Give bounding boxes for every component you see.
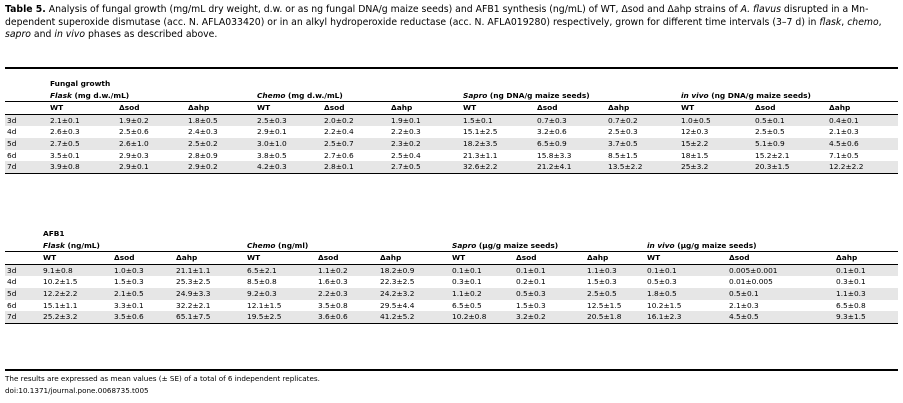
group-name: Flask	[50, 90, 72, 100]
table-cell: 6.5±0.5	[452, 300, 482, 310]
afb1-column-header: WT	[43, 252, 114, 265]
table-cell: 2.5±0.3	[257, 114, 324, 126]
caption-text-2: disrupted in a Mn-dependent superoxide dismutase (acc. N. AFLA033420) or in an alkyl hydroperoxide reductase (acc. N. AFLA019280) respectively, grown for different time intervals (3–7 d) in	[5, 4, 869, 28]
table-cell: 2.1±0.5	[114, 288, 176, 300]
table-cell: 0.3±0.1	[452, 277, 482, 287]
table-cell: 2.2±0.3	[391, 127, 421, 137]
table-cell: 1.8±0.5	[647, 288, 729, 300]
table-row	[5, 300, 898, 312]
table-cell: 0.5±0.3	[516, 288, 587, 300]
table-cell: 25.3±2.5	[176, 277, 211, 287]
table-cell: 3.0±1.0	[257, 138, 324, 150]
afb1-group-row	[5, 240, 898, 252]
group-unit: (ng DNA/g maize seeds)	[487, 90, 590, 100]
row-day-label: 4d	[7, 127, 17, 137]
growth-column-header: Δahp	[188, 102, 257, 115]
table-cell: 0.005±0.001	[729, 264, 836, 276]
table-cell: 3.6±0.6	[318, 311, 380, 323]
table-cell: 2.5±0.5	[755, 127, 785, 137]
afb1-column-header: Δsod	[729, 252, 836, 265]
group-unit: (μg/g maize seeds)	[476, 240, 559, 250]
table-cell: 2.5±0.4	[391, 150, 421, 160]
afb1-table-body	[5, 264, 898, 323]
table-cell: 29.5±4.4	[380, 300, 415, 310]
table-cell: 18.2±0.9	[380, 264, 452, 276]
table-cell: 3.3±0.1	[114, 300, 144, 310]
group-name: Sapro	[463, 90, 488, 100]
growth-group-vivo	[681, 90, 898, 102]
group-name: in vivo	[681, 90, 709, 100]
table-cell: 19.5±2.5	[247, 311, 318, 323]
table-cell: 20.5±1.8	[587, 311, 647, 323]
table-row	[5, 311, 898, 323]
caption-phase-chemo: chemo	[847, 16, 879, 28]
table-cell: 1.1±0.3	[587, 264, 647, 276]
table-cell: 2.2±0.3	[318, 288, 380, 300]
row-day-label: 3d	[5, 114, 50, 126]
growth-group-chemo	[257, 90, 463, 102]
group-unit: (ng/mL)	[64, 240, 100, 250]
group-name: Flask	[43, 240, 65, 250]
table-cell: 2.5±0.6	[119, 127, 149, 137]
table-cell: 1.8±0.5	[188, 114, 257, 126]
caption-phase-flask: flask	[819, 16, 842, 28]
table-cell: 32.2±2.1	[176, 300, 211, 310]
table-cell: 0.5±0.3	[647, 277, 677, 287]
afb1-column-header: Δahp	[176, 252, 247, 265]
table-cell: 12.5±1.5	[587, 300, 622, 310]
table-cell: 8.5±1.5	[608, 150, 638, 160]
table-cell: 2.0±0.2	[324, 114, 391, 126]
table-cell: 18±1.5	[681, 150, 709, 160]
growth-column-header-row	[5, 102, 898, 115]
fungal-growth-table	[5, 78, 898, 174]
table-cell: 21.1±1.1	[176, 264, 247, 276]
afb1-group-chemo	[247, 240, 452, 252]
growth-group-row	[5, 90, 898, 102]
table-cell: 1.1±0.3	[836, 288, 898, 300]
table-cell: 12.1±1.5	[247, 300, 282, 310]
table-cell: 32.6±2.2	[463, 161, 537, 173]
growth-column-header: Δsod	[755, 102, 829, 115]
table-cell: 6.5±2.1	[247, 264, 318, 276]
table-row	[5, 126, 898, 138]
table-footnote: The results are expressed as mean values (± SE) of a total of 6 independent replicates.	[5, 374, 320, 383]
afb1-column-header: Δsod	[516, 252, 587, 265]
table-cell: 24.9±3.3	[176, 288, 247, 300]
table-cell: 3.2±0.2	[516, 311, 587, 323]
afb1-column-header: Δsod	[318, 252, 380, 265]
table-cell: 3.5±0.8	[318, 300, 348, 310]
caption-sep: ,	[841, 16, 848, 28]
caption-phase-vivo: in vivo	[54, 29, 86, 40]
caption-text-1: Analysis of fungal growth (mg/mL dry weight, d.w. or as ng fungal DNA/g maize seeds) and AFB1 synthesis (ng/mL) of WT, Δsod and Δahp strains of	[45, 4, 741, 15]
table-cell: 2.5±0.2	[188, 138, 257, 150]
table-cell: 21.3±1.1	[463, 150, 498, 160]
table-cell: 1.1±0.2	[452, 288, 516, 300]
table-cell: 0.1±0.1	[452, 264, 516, 276]
table-cell: 2.1±0.3	[729, 300, 759, 310]
table-cell: 15.1±2.5	[463, 127, 498, 137]
table-cell: 2.9±0.1	[257, 127, 287, 137]
row-day-label: 4d	[7, 277, 17, 287]
table-cell: 2.9±0.1	[119, 161, 188, 173]
growth-column-header: Δahp	[391, 102, 463, 115]
afb1-group-sapro	[452, 240, 647, 252]
table-cell: 2.5±0.3	[608, 127, 638, 137]
table-cell: 0.1±0.1	[836, 264, 898, 276]
table-cell: 1.9±0.1	[391, 114, 463, 126]
afb1-table	[5, 228, 898, 324]
group-unit: (μg/g maize seeds)	[674, 240, 757, 250]
table-cell: 10.2±1.5	[43, 277, 78, 287]
table-cell: 1.5±0.3	[516, 300, 546, 310]
table-cell: 6.5±0.8	[836, 300, 866, 310]
table-cell: 15.1±1.1	[43, 300, 78, 310]
row-day-label: 7d	[5, 161, 50, 173]
table-cell: 0.7±0.2	[608, 114, 681, 126]
group-name: Chemo	[257, 90, 286, 100]
table-cell: 41.2±5.2	[380, 311, 452, 323]
table-doi: doi:10.1371/journal.pone.0068735.t005	[5, 386, 149, 395]
caption-sep: ,	[878, 16, 882, 28]
table-cell: 3.5±0.1	[50, 150, 80, 160]
table-cell: 2.5±0.5	[587, 288, 647, 300]
row-day-label: 7d	[5, 311, 43, 323]
table-cell: 13.5±2.2	[608, 161, 681, 173]
growth-column-header: WT	[257, 102, 324, 115]
afb1-column-header-row	[5, 252, 898, 265]
table-cell: 10.2±1.5	[647, 300, 682, 310]
table-cell: 2.3±0.2	[391, 138, 463, 150]
table-label: Table 5.	[5, 4, 46, 15]
table-cell: 4.2±0.3	[257, 161, 324, 173]
caption-phase-sapro: sapro	[5, 29, 31, 40]
table-cell: 4.5±0.5	[729, 311, 836, 323]
caption-sep: and	[30, 29, 55, 40]
table-cell: 0.4±0.1	[829, 114, 898, 126]
table-cell: 4.5±0.6	[829, 138, 898, 150]
table-cell: 2.9±0.2	[188, 161, 257, 173]
table-cell: 22.3±2.5	[380, 277, 415, 287]
table-cell: 2.2±0.4	[324, 127, 354, 137]
afb1-column-header: Δahp	[587, 252, 647, 265]
afb1-column-header: WT	[452, 252, 516, 265]
table-cell: 24.2±3.2	[380, 288, 452, 300]
growth-column-header: Δsod	[537, 102, 608, 115]
table-cell: 0.5±0.1	[729, 288, 836, 300]
table-cell: 10.2±0.8	[452, 311, 516, 323]
table-cell: 0.1±0.1	[516, 264, 587, 276]
afb1-column-header: Δahp	[380, 252, 452, 265]
table-cell: 0.01±0.005	[729, 277, 773, 287]
table-cell: 2.8±0.9	[188, 150, 218, 160]
table-row	[5, 114, 898, 126]
afb1-group-flask	[43, 240, 247, 252]
table-cell: 5.1±0.9	[755, 138, 829, 150]
table-cell: 15.8±3.3	[537, 150, 572, 160]
table-cell: 1.6±0.3	[318, 277, 348, 287]
table-row	[5, 264, 898, 276]
row-day-label: 6d	[7, 300, 17, 310]
group-name: Sapro	[452, 240, 477, 250]
table-row	[5, 150, 898, 162]
group-unit: (mg d.w./mL)	[71, 90, 130, 100]
table-bottom-rule	[5, 369, 898, 371]
afb1-column-header: Δahp	[836, 252, 898, 265]
growth-column-header: Δsod	[119, 102, 188, 115]
table-cell: 3.5±0.6	[114, 311, 176, 323]
growth-section-title: Fungal growth	[50, 79, 111, 88]
table-cell: 12.2±2.2	[829, 161, 898, 173]
table-cell: 0.2±0.1	[516, 277, 546, 287]
table-cell: 1.0±0.5	[681, 114, 755, 126]
table-cell: 1.1±0.2	[318, 264, 380, 276]
table-cell: 0.5±0.1	[755, 114, 829, 126]
table-cell: 25±3.2	[681, 161, 755, 173]
table-cell: 18.2±3.5	[463, 138, 537, 150]
table-cell: 21.2±4.1	[537, 161, 608, 173]
table-cell: 65.1±7.5	[176, 311, 247, 323]
table-cell: 9.2±0.3	[247, 288, 318, 300]
table-cell: 0.3±0.1	[836, 277, 866, 287]
group-name: in vivo	[647, 240, 675, 250]
table-row	[5, 276, 898, 288]
row-day-label: 5d	[5, 288, 43, 300]
table-cell: 3.9±0.8	[50, 161, 119, 173]
table-cell: 9.3±1.5	[836, 311, 898, 323]
table-cell: 25.2±3.2	[43, 311, 114, 323]
growth-column-header: WT	[50, 102, 119, 115]
afb1-column-header: Δsod	[114, 252, 176, 265]
growth-group-sapro	[463, 90, 681, 102]
row-day-label: 6d	[7, 150, 17, 160]
table-cell: 2.6±0.3	[50, 127, 80, 137]
table-cell: 2.9±0.3	[119, 150, 149, 160]
table-cell: 1.9±0.2	[119, 114, 188, 126]
afb1-section-title: AFB1	[43, 229, 65, 238]
table-cell: 3.8±0.5	[257, 150, 287, 160]
table-cell: 2.7±0.5	[391, 161, 463, 173]
table-cell: 2.4±0.3	[188, 127, 218, 137]
group-name: Chemo	[247, 240, 276, 250]
table-cell: 8.5±0.8	[247, 277, 277, 287]
caption-text-3: phases as described above.	[85, 29, 218, 40]
group-unit: (ng DNA/g maize seeds)	[708, 90, 811, 100]
group-unit: (mg d.w./mL)	[285, 90, 343, 100]
growth-section-row	[5, 78, 898, 90]
table-cell: 1.5±0.3	[587, 277, 617, 287]
table-cell: 20.3±1.5	[755, 161, 829, 173]
table-cell: 2.8±0.1	[324, 161, 391, 173]
table-cell: 1.0±0.3	[114, 264, 176, 276]
table-cell: 3.2±0.6	[537, 127, 567, 137]
table-cell: 1.5±0.1	[463, 114, 537, 126]
table-cell: 16.1±2.3	[647, 311, 729, 323]
table-cell: 12±0.3	[681, 127, 709, 137]
afb1-section-row	[5, 228, 898, 240]
row-day-label: 5d	[5, 138, 50, 150]
table-cell: 2.5±0.7	[324, 138, 391, 150]
caption-species: A. flavus	[740, 4, 781, 15]
growth-column-header: Δahp	[608, 102, 681, 115]
table-cell: 2.1±0.1	[50, 114, 119, 126]
growth-column-header: Δahp	[829, 102, 898, 115]
growth-table-body	[5, 114, 898, 173]
table-cell: 2.6±1.0	[119, 138, 188, 150]
table-cell: 9.1±0.8	[43, 264, 114, 276]
table-cell: 15.2±2.1	[755, 150, 790, 160]
row-day-label: 3d	[5, 264, 43, 276]
table-cell: 7.1±0.5	[829, 150, 859, 160]
table-top-rule	[5, 67, 898, 69]
growth-column-header: WT	[463, 102, 537, 115]
growth-group-flask	[50, 90, 257, 102]
table-cell: 2.7±0.5	[50, 138, 119, 150]
afb1-column-header: WT	[647, 252, 729, 265]
table-row	[5, 288, 898, 300]
table-row	[5, 138, 898, 150]
afb1-group-vivo	[647, 240, 898, 252]
table-cell: 0.7±0.3	[537, 114, 608, 126]
table-cell: 15±2.2	[681, 138, 755, 150]
table-cell: 12.2±2.2	[43, 288, 114, 300]
table-cell: 3.7±0.5	[608, 138, 681, 150]
group-unit: (ng/ml)	[275, 240, 309, 250]
table-caption	[5, 4, 898, 42]
table-cell: 2.1±0.3	[829, 127, 859, 137]
table-cell: 1.5±0.3	[114, 277, 144, 287]
table-cell: 2.7±0.6	[324, 150, 354, 160]
growth-column-header: Δsod	[324, 102, 391, 115]
table-cell: 0.1±0.1	[647, 264, 729, 276]
growth-column-header: WT	[681, 102, 755, 115]
afb1-column-header: WT	[247, 252, 318, 265]
table-cell: 6.5±0.9	[537, 138, 608, 150]
table-row	[5, 161, 898, 173]
